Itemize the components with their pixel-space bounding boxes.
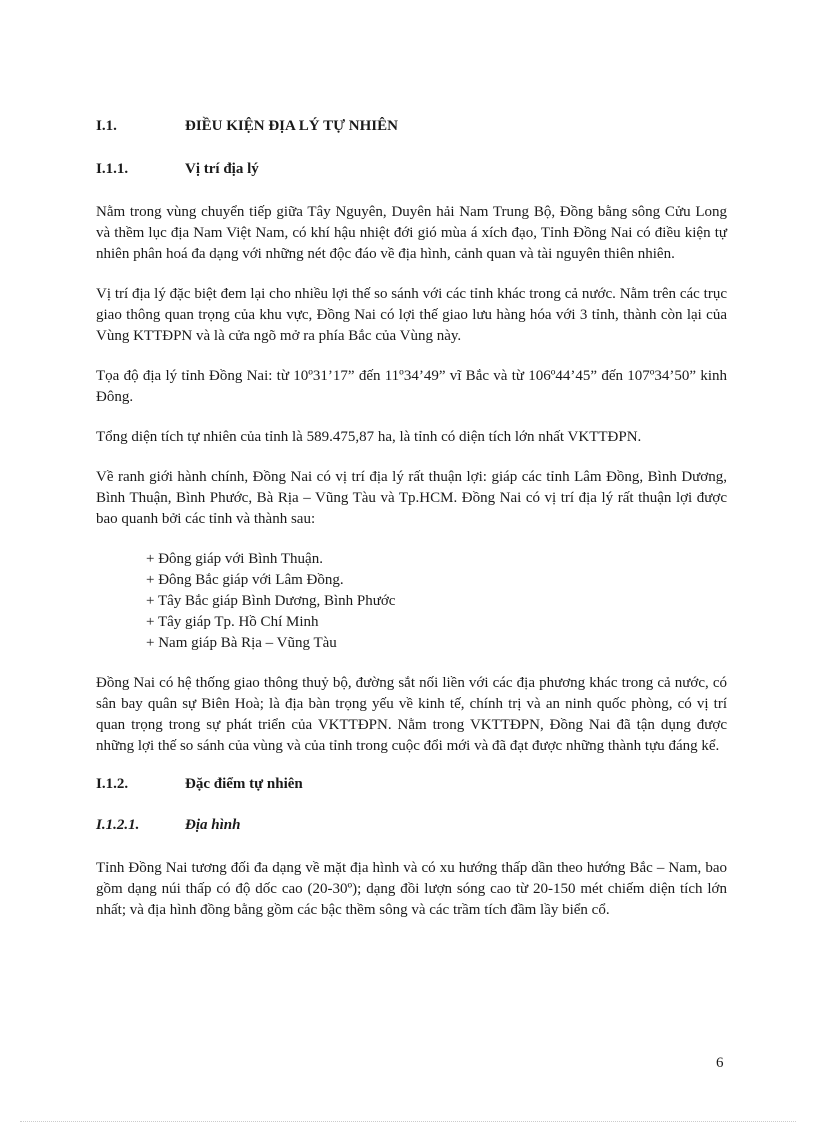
paragraph-area: Tổng diện tích tự nhiên của tỉnh là 589.475,87 ha, là tỉnh có diện tích lớn nhất VKTTĐPN. xyxy=(96,429,642,445)
section-title: Đặc điểm tự nhiên xyxy=(185,776,303,792)
page-number: 6 xyxy=(716,1055,724,1071)
section-heading-1-1 xyxy=(96,161,727,178)
paragraph-advantages: Vị trí địa lý đặc biệt đem lại cho nhiều lợi thế so sánh với các tỉnh khác trong cả nước. Nằm trên các trục giao thông quan trọng của khu vực, Đồng Nai có lợi thế giao lưu hàng hóa với 3 tỉnh, thành còn lại của Vùng KTTĐPN và là cửa ngõ mở ra phía Bắc của Vùng này. xyxy=(96,286,727,344)
paragraph-location-intro: Nằm trong vùng chuyển tiếp giữa Tây Nguyên, Duyên hải Nam Trung Bộ, Đồng bằng sông Cửu Long và thềm lục địa Nam Việt Nam, có khí hậu nhiệt đới gió mùa á xích đạo, Tỉnh Đồng Nai có điều kiện tự nhiên phân hoá đa dạng với những nét độc đáo về địa hình, cảnh quan và tài nguyên thiên nhiên. xyxy=(96,204,727,262)
section-title: Địa hình xyxy=(185,817,241,833)
paragraph-terrain: Tỉnh Đồng Nai tương đối đa dạng về mặt địa hình và có xu hướng thấp dần theo hướng Bắc – Nam, bao gồm dạng núi thấp có độ dốc cao (20-30º); dạng đồi lượn sóng cao từ 20-150 mét chiếm diện tích lớn nhất; và địa hình đồng bằng gồm các bậc thềm sông và các trầm tích đầm lầy biển cổ. xyxy=(96,860,727,918)
page-bottom-divider xyxy=(20,1121,796,1122)
list-item: + Tây giáp Tp. Hồ Chí Minh xyxy=(146,614,319,630)
list-item: + Đông giáp với Bình Thuận. xyxy=(146,551,323,567)
section-heading-1-2-1 xyxy=(96,817,727,834)
section-title: ĐIỀU KIỆN ĐỊA LÝ TỰ NHIÊN xyxy=(185,118,398,134)
section-number: I.1.2. xyxy=(96,776,129,792)
list-item: + Nam giáp Bà Rịa – Vũng Tàu xyxy=(146,635,337,651)
paragraph-boundaries: Về ranh giới hành chính, Đồng Nai có vị trí địa lý rất thuận lợi: giáp các tỉnh Lâm Đồng, Bình Dương, Bình Thuận, Bình Phước, Bà Rịa – Vũng Tàu và Tp.HCM. Đồng Nai có vị trí địa lý rất thuận lợi được bao quanh bởi các tỉnh và thành sau: xyxy=(96,469,727,527)
section-heading-1 xyxy=(96,118,727,135)
border-list xyxy=(96,549,727,654)
list-item: + Tây Bắc giáp Bình Dương, Bình Phước xyxy=(146,593,396,609)
section-title: Vị trí địa lý xyxy=(185,161,259,177)
paragraph-coordinates: Tọa độ địa lý tỉnh Đồng Nai: từ 10º31’17” đến 11º34’49” vĩ Bắc và từ 106º44’45” đến 107º34’50” kinh Đông. xyxy=(96,368,727,405)
paragraph-transport: Đồng Nai có hệ thống giao thông thuỷ bộ, đường sắt nối liền với các địa phương khác trong cả nước, có sân bay quân sự Biên Hoà; là địa bàn trọng yếu về kinh tế, chính trị và an ninh quốc phòng, có vị trí quan trọng trong sự phát triển của VKTTĐPN. Nằm trong VKTTĐPN, Đồng Nai đã tận dụng được những lợi thế so sánh của vùng và của tỉnh trong cuộc đổi mới và đã đạt được những thành tựu đáng kể. xyxy=(96,675,727,754)
section-number: I.1.1. xyxy=(96,161,129,177)
section-heading-1-2 xyxy=(96,776,727,793)
list-item: + Đông Bắc giáp với Lâm Đồng. xyxy=(146,572,344,588)
section-number: I.1. xyxy=(96,118,117,134)
section-number: I.1.2.1. xyxy=(96,817,140,833)
document-page xyxy=(96,118,727,940)
